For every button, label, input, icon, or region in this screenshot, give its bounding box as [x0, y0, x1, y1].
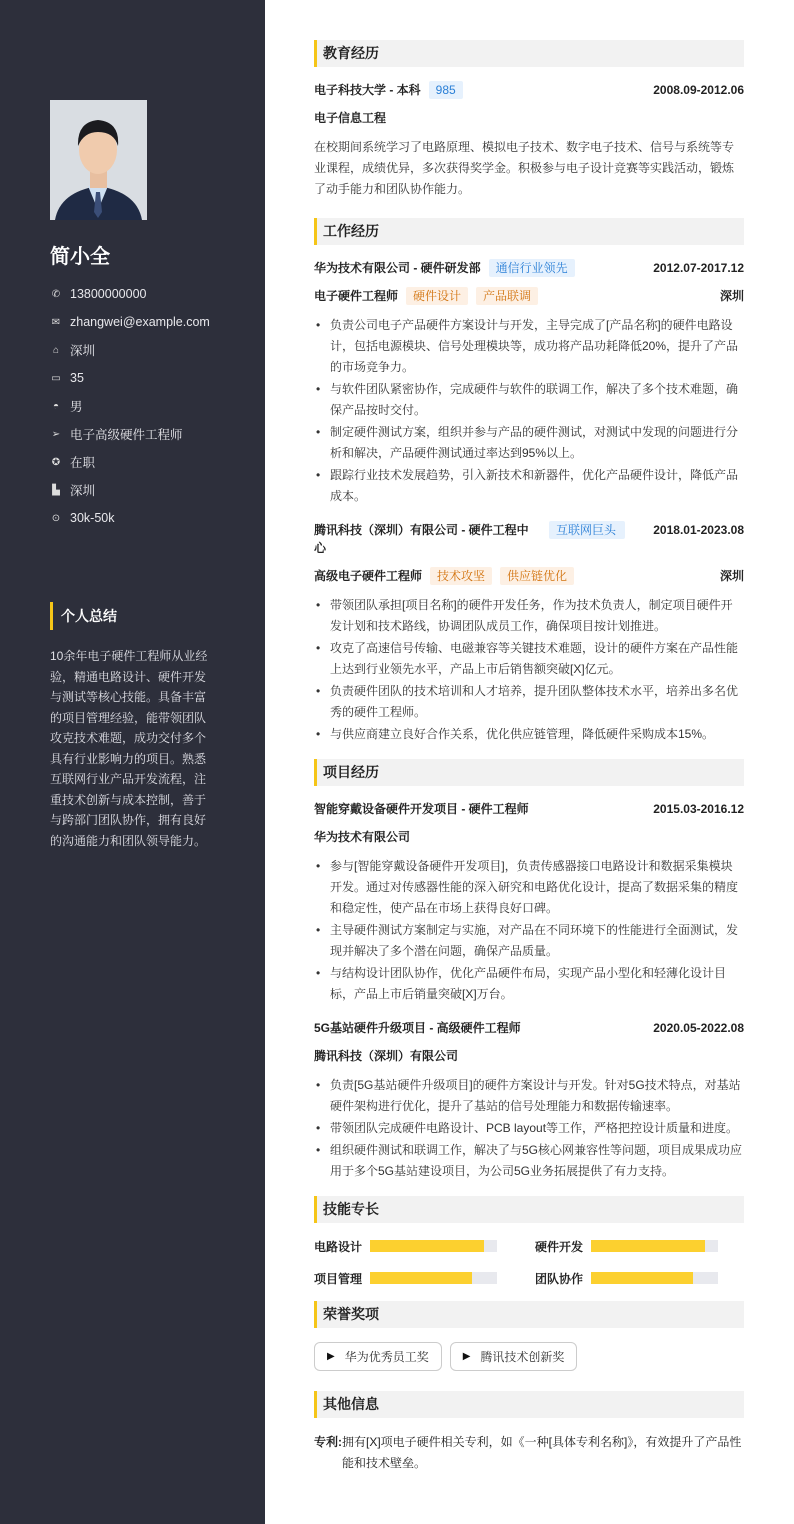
award-label: 华为优秀员工奖	[344, 1350, 429, 1364]
bullet-item: • 与供应商建立良好合作关系，优化供应链管理，降低硬件采购成本15%。	[314, 724, 744, 745]
info-text: 35	[70, 371, 84, 385]
bullet-item: • 与结构设计团队协作，优化产品硬件布局，实现产品小型化和轻薄化设计目标，产品上市后销量突破[X]万台。	[314, 963, 744, 1005]
phone-icon: ✆	[51, 288, 61, 300]
info-position	[50, 420, 210, 448]
section-projects-title: 项目经历	[314, 759, 744, 786]
skill-name: 硬件开发	[535, 1239, 584, 1254]
info-salary	[50, 504, 210, 532]
company: 腾讯科技（深圳）有限公司 - 硬件工程中心	[314, 523, 529, 555]
other-label: 专利:	[314, 1435, 342, 1449]
bullet-item: • 制定硬件测试方案，组织并参与产品的硬件测试，对测试中发现的问题进行分析和解决，产品硬件测试通过率达到95%以上。	[314, 422, 744, 464]
bullet-list	[314, 1075, 744, 1182]
education-row	[314, 81, 744, 99]
role: 电子硬件工程师	[314, 289, 399, 303]
status-icon: ✪	[51, 456, 61, 468]
cake-icon: ▭	[51, 372, 61, 384]
project-header	[314, 800, 744, 818]
company-tag: 通信行业领先	[489, 259, 575, 277]
company-tag: 互联网巨头	[549, 521, 625, 539]
bullet-item: • 跟踪行业技术发展趋势，引入新技术和新器件，优化产品硬件设计，降低产品成本。	[314, 465, 744, 507]
work-list	[314, 259, 744, 745]
candidate-name: 简小全	[50, 246, 110, 268]
info-text: 在职	[70, 456, 96, 470]
skill-item	[314, 1237, 535, 1255]
bullet-list	[314, 595, 744, 745]
project-header	[314, 1019, 744, 1037]
skill-bar	[591, 1272, 718, 1284]
school-tag: 985	[429, 81, 463, 99]
project-name: 5G基站硬件升级项目 - 高级硬件工程师	[314, 1021, 521, 1035]
building-icon: ▙	[52, 484, 60, 496]
info-gender	[50, 392, 210, 420]
other-patent	[314, 1432, 744, 1474]
project-company: 腾讯科技（深圳）有限公司	[314, 1049, 459, 1063]
role: 高级电子硬件工程师	[314, 569, 423, 583]
work-header	[314, 521, 744, 557]
project-date: 2015.03-2016.12	[653, 802, 744, 816]
mail-icon: ✉	[51, 316, 61, 328]
project-company: 华为技术有限公司	[314, 830, 411, 844]
skill-bar-fill	[370, 1272, 472, 1284]
send-icon: ➢	[51, 428, 61, 440]
role-tag: 产品联调	[476, 287, 538, 305]
bullet-item: • 带领团队承担[项目名称]的硬件开发任务，作为技术负责人，制定项目硬件开发计划和技术路线，协调团队成员工作，确保项目按计划推进。	[314, 595, 744, 637]
role-tag: 硬件设计	[406, 287, 468, 305]
section-education-title: 教育经历	[314, 40, 744, 67]
role-tag: 供应链优化	[500, 567, 574, 585]
info-phone	[50, 280, 210, 308]
skills-grid	[314, 1237, 744, 1287]
skill-item	[314, 1269, 535, 1287]
skill-item	[535, 1237, 744, 1255]
salary-icon: ⊙	[51, 512, 61, 524]
bullet-list	[314, 856, 744, 1005]
skill-bar-fill	[370, 1240, 484, 1252]
project-list	[314, 800, 744, 1182]
major: 电子信息工程	[314, 111, 387, 125]
bullet-item: • 主导硬件测试方案制定与实施，对产品在不同环境下的性能进行全面测试，发现并解决了多个潜在问题，确保产品质量。	[314, 920, 744, 962]
work-item	[314, 259, 744, 507]
info-text: 男	[70, 400, 83, 414]
avatar	[50, 100, 147, 220]
info-text: 电子高级硬件工程师	[70, 428, 183, 442]
play-icon: ▶	[462, 1351, 471, 1362]
work-city: 深圳	[719, 289, 744, 303]
info-email[interactable]	[50, 308, 210, 336]
project-date: 2020.05-2022.08	[653, 1021, 744, 1035]
education-date: 2008.09-2012.06	[653, 83, 744, 97]
info-text: zhangwei@example.com	[70, 315, 210, 329]
role-row	[314, 287, 744, 305]
project-item	[314, 800, 744, 1005]
skill-bar	[591, 1240, 718, 1252]
work-date: 2018.01-2023.08	[653, 523, 744, 537]
skill-bar	[370, 1272, 497, 1284]
info-age	[50, 364, 210, 392]
bullet-item: • 带领团队完成硬件电路设计、PCB layout等工作，严格把控设计质量和进度。	[314, 1118, 744, 1139]
skill-name: 电路设计	[314, 1239, 363, 1254]
section-work-title: 工作经历	[314, 218, 744, 245]
skill-name: 项目管理	[314, 1271, 363, 1286]
info-text: 30k-50k	[70, 511, 115, 525]
info-text: 深圳	[70, 344, 96, 358]
role-tag: 技术攻坚	[430, 567, 492, 585]
skill-name: 团队协作	[535, 1271, 584, 1286]
info-city	[50, 476, 210, 504]
award-label: 腾讯技术创新奖	[480, 1350, 565, 1364]
education-desc: 在校期间系统学习了电路原理、模拟电子技术、数字电子技术、信号与系统等专业课程，成绩优异，多次获得奖学金。积极参与电子设计竞赛等实践活动，锻炼了动手能力和团队协作能力。	[314, 140, 735, 196]
contact-info	[50, 280, 210, 532]
main-content	[314, 40, 744, 1474]
summary-text: 10余年电子硬件工程师从业经验，精通电路设计、硬件开发与测试等核心技能。具备丰富的项目管理经验，能带领团队攻克技术难题，成功交付多个具有行业影响力的项目。熟悉互联网行业产品开发流程，注重技术创新与成本控制，善于与跨部门团队协作，拥有良好的沟通能力和团队领导能力。	[50, 649, 208, 848]
other-text: 拥有[X]项电子硬件相关专利，如《一种[具体专利名称]》，有效提升了产品性能和技术壁垒。	[342, 1435, 742, 1470]
info-home	[50, 336, 210, 364]
section-other-title: 其他信息	[314, 1391, 744, 1418]
gender-icon: ◓	[52, 400, 60, 412]
skill-bar-fill	[591, 1272, 693, 1284]
work-header	[314, 259, 744, 277]
work-item	[314, 521, 744, 745]
bullet-item: • 负责硬件团队的技术培训和人才培养，提升团队整体技术水平，培养出多名优秀的硬件工程师。	[314, 681, 744, 723]
bullet-item: • 组织硬件测试和联调工作，解决了与5G核心网兼容性等问题，项目成果成功应用于多个5G基站建设项目，为公司5G业务拓展提供了有力支持。	[314, 1140, 744, 1182]
bullet-list	[314, 315, 744, 507]
bullet-item: • 与软件团队紧密协作，完成硬件与软件的联调工作，解决了多个技术难题，确保产品按时交付。	[314, 379, 744, 421]
bullet-item: • 负责公司电子产品硬件方案设计与开发，主导完成了[产品名称]的硬件电路设计，包括电源模块、信号处理模块等，成功将产品功耗降低20%，提升了产品的市场竞争力。	[314, 315, 744, 378]
bullet-item: • 攻克了高速信号传输、电磁兼容等关键技术难题，设计的硬件方案在产品性能上达到行业领先水平，产品上市后销售额突破[X]亿元。	[314, 638, 744, 680]
skill-bar-fill	[591, 1240, 705, 1252]
info-status	[50, 448, 210, 476]
award-item[interactable]	[450, 1342, 578, 1371]
info-text: 13800000000	[70, 287, 147, 301]
awards-list	[314, 1342, 744, 1371]
play-icon: ▶	[327, 1351, 335, 1362]
section-awards-title: 荣誉奖项	[314, 1301, 744, 1328]
project-name: 智能穿戴设备硬件开发项目 - 硬件工程师	[314, 802, 529, 816]
info-text: 深圳	[70, 484, 96, 498]
company: 华为技术有限公司 - 硬件研发部	[314, 261, 481, 275]
school: 电子科技大学 - 本科	[314, 83, 421, 97]
award-item[interactable]	[314, 1342, 442, 1371]
section-skills-title: 技能专长	[314, 1196, 744, 1223]
skill-bar	[370, 1240, 497, 1252]
work-date: 2012.07-2017.12	[653, 261, 744, 275]
bullet-item: • 负责[5G基站硬件升级项目]的硬件方案设计与开发。针对5G技术特点，对基站硬件架构进行优化，提升了基站的信号处理能力和数据传输速率。	[314, 1075, 744, 1117]
work-city: 深圳	[719, 569, 744, 583]
summary-title: 个人总结	[50, 602, 117, 630]
sidebar	[0, 0, 265, 1524]
skill-item	[535, 1269, 744, 1287]
role-row	[314, 567, 744, 585]
home-icon: ⌂	[52, 344, 60, 356]
bullet-item: • 参与[智能穿戴设备硬件开发项目]，负责传感器接口电路设计和数据采集模块开发。通过对传感器性能的深入研究和电路优化设计，提高了数据采集的精度和稳定性，使产品在市场上获得良好口碑。	[314, 856, 744, 919]
project-item	[314, 1019, 744, 1182]
